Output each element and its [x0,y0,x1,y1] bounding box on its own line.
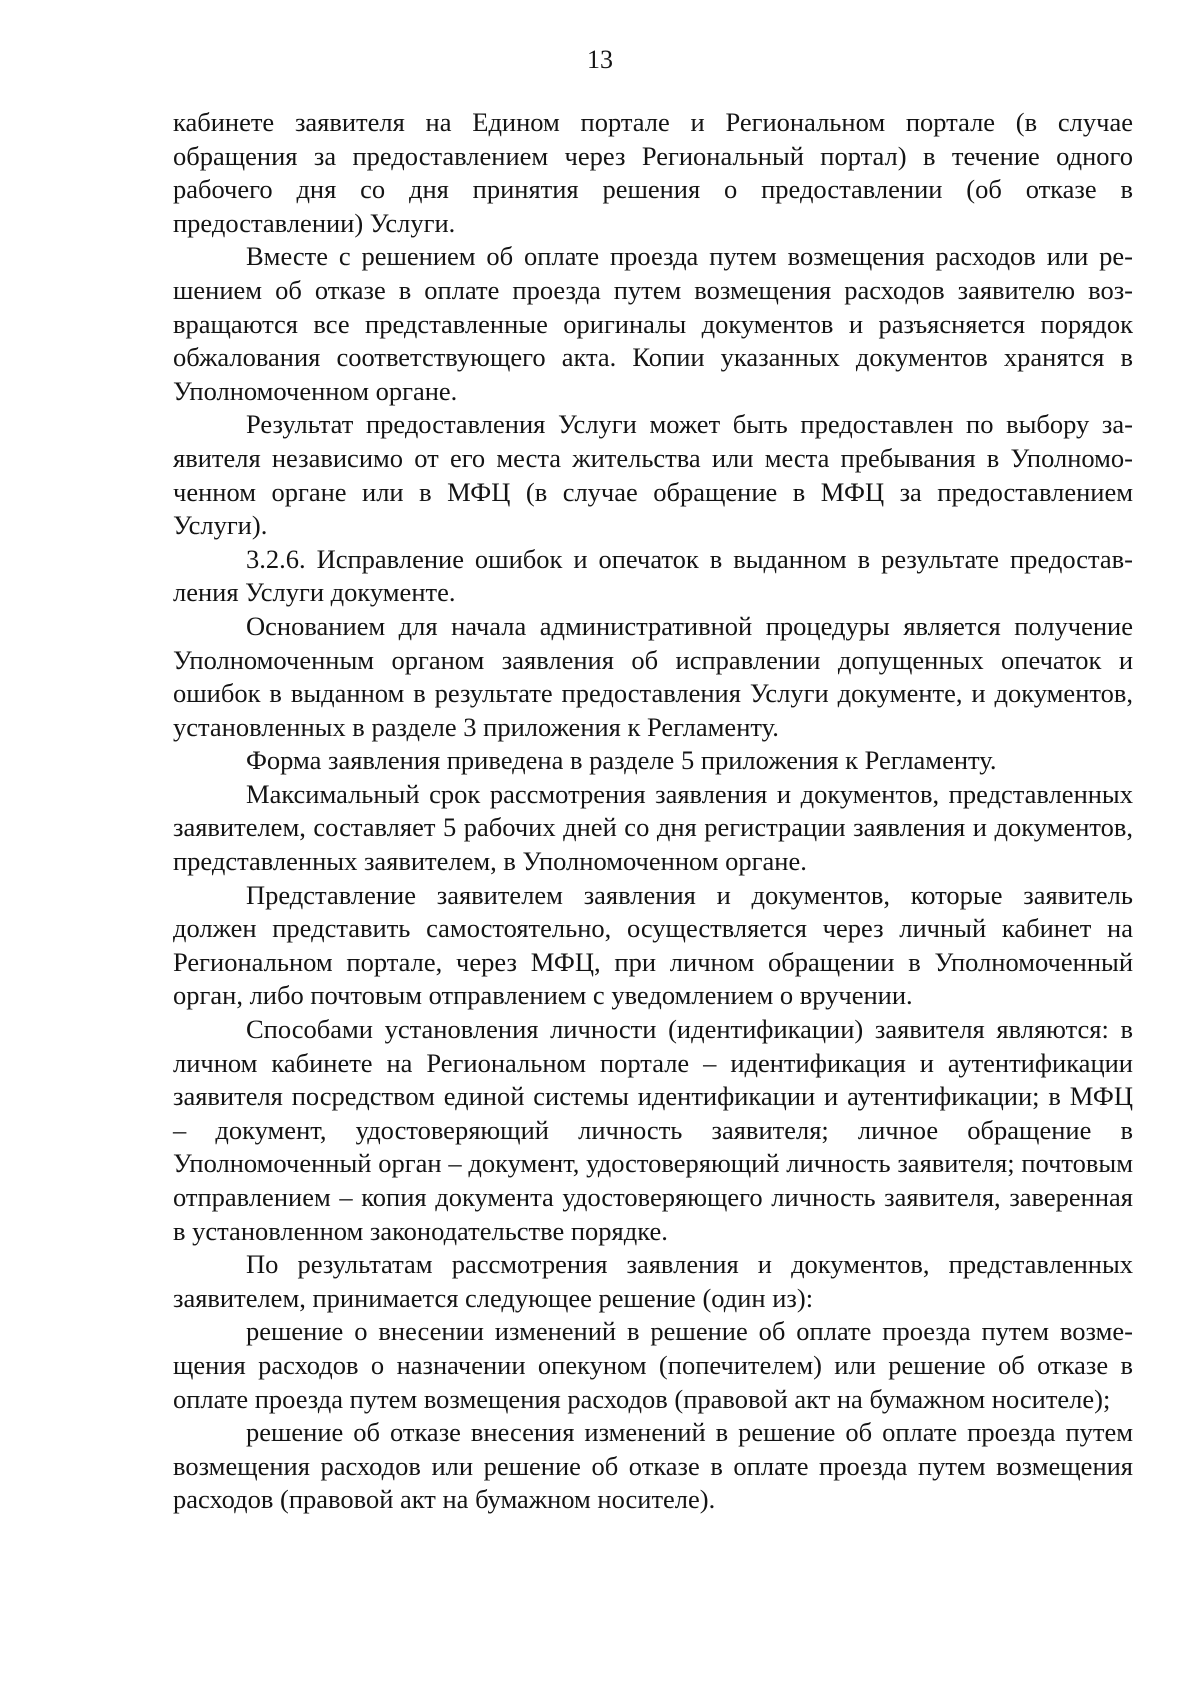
list-item: решение о внесении изменений в решение об оплате проезда путем возмещения расходов о назначении опекуном (попечителем) или решение об отказе в оплате проезда путем возмещения расходов (правовой акт на бумажном носителе); [173,1316,1133,1414]
paragraph: Представление заявителем заявления и документов, которые заявитель должен представить самостоятельно, осуществляется через личный кабинет на Региональном портале, через МФЦ, при личном обращении в Уполномоченный орган, либо почтовым отправлением с уведомлением о вручении. [173,879,1133,1011]
paragraph: Способами установления личности (идентификации) заявителя являются: в личном кабинете на Региональном портале – идентификация и аутентификации заявителя посредством единой системы идентификации и аутентификации; в МФЦ – документ, удостоверяющий личность заявителя; личное обращение в Уполномоченный орган – документ, удостоверяющий личность заявителя; почтовым отправлением – копия документа удостоверяющего личность заявителя, заверенная в установленном законодательстве порядке. [173,1014,1133,1246]
paragraph: Результат предоставления Услуги может быть предоставлен по выбору заявителя независимо от его места жительства или места пребывания в Уполномоченном органе или в МФЦ (в случае обращение в МФЦ за предоставлением Услуги). [173,409,1133,541]
list-item: решение об отказе внесения изменений в решение об оплате проезда путем возмещения расходов или решение об отказе в оплате проезда путем возмещения расходов (правовой акт на бумажном носителе). [173,1417,1133,1515]
paragraph: Форма заявления приведена в разделе 5 приложения к Регламенту. [246,745,997,776]
section-heading: 3.2.6. Исправление ошибок и опечаток в выданном в результате предоставления Услуги документе. [173,543,1133,608]
paragraph: Основанием для начала административной процедуры является получение Уполномоченным органом заявления об исправлении допущенных опечаток и ошибок в выданном в результате предоставления Услуги документе, и документов, установленных в разделе 3 приложения к Регламенту. [173,610,1133,742]
paragraph: Вместе с решением об оплате проезда путем возмещения расходов или решением об отказе в оплате проезда путем возмещения расходов заявителю возвращаются все представленные оригиналы документов и разъясняется порядок обжалования соответствующего акта. Копии указанных документов хранятся в Уполномоченном органе. [173,241,1133,406]
paragraph: кабинете заявителя на Едином портале и Региональном портале (в случае обращения за предоставлением через Региональный портал) в течение одного рабочего дня со дня принятия решения о предоставлении (об отказе в предоставлении) Услуги. [173,107,1133,238]
paragraph: Максимальный срок рассмотрения заявления и документов, представленных заявителем, составляет 5 рабочих дней со дня регистрации заявления и документов, представленных заявителем, в Уполномоченном органе. [173,778,1133,877]
page-number: 13 [587,45,613,74]
paragraph: По результатам рассмотрения заявления и документов, представленных заявителем, принимается следующее решение (один из): [173,1249,1133,1313]
document-body [173,106,1133,1517]
